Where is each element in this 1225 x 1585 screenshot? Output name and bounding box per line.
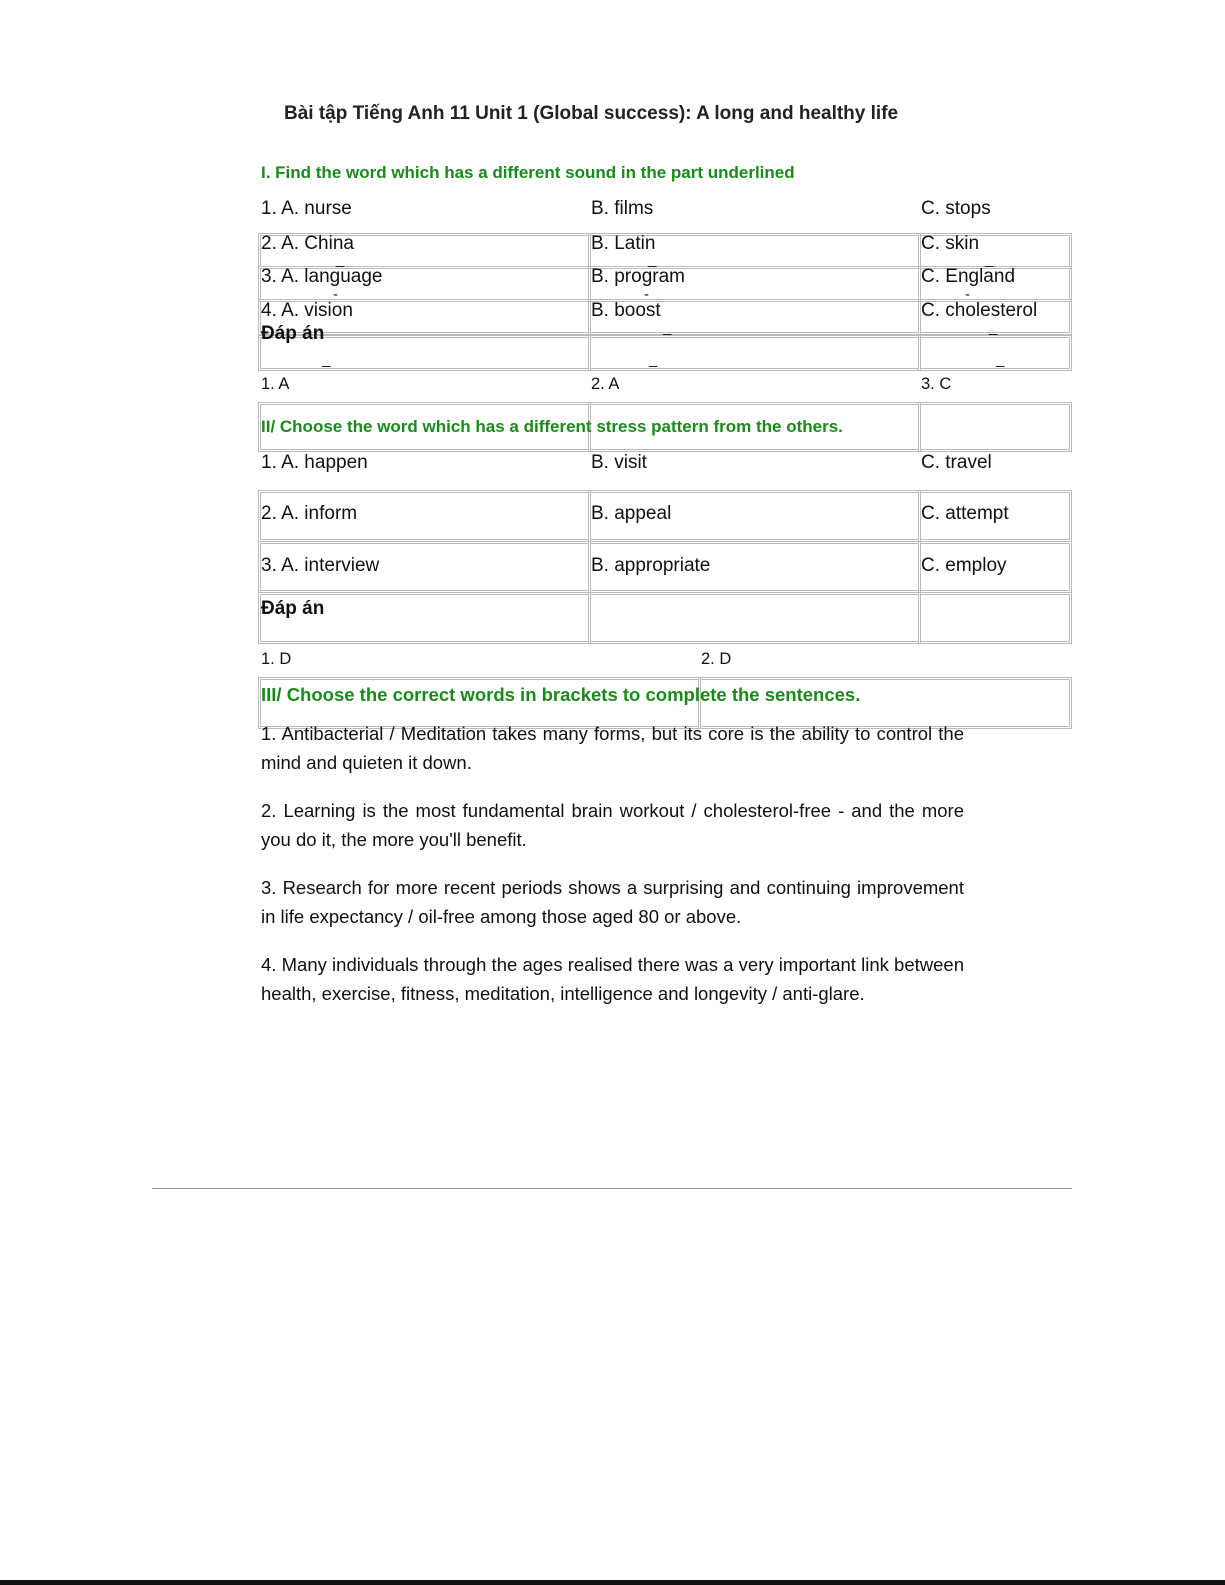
- s1-row4-b: B. boost: [591, 300, 661, 321]
- underline-mark: -: [965, 286, 970, 303]
- s1-row2-c: C. skin: [921, 233, 980, 254]
- underline-mark: _: [336, 251, 345, 268]
- s1-row4-a: 4. A. vision: [261, 300, 353, 321]
- sentence-3: 3. Research for more recent periods shows a surprising and continuing improvement in life expectancy / oil-free among those aged 80 or above.: [261, 877, 964, 927]
- section-1-heading: I. Find the word which has a different sound in the part underlined: [261, 163, 795, 182]
- sentence-2: 2. Learning is the most fundamental brain workout / cholesterol-free - and the more you do it, the more you'll benefit.: [261, 800, 964, 850]
- section-2-heading: II/ Choose the word which has a different stress pattern from the others.: [261, 417, 843, 436]
- s2-answer-1: 1. D: [261, 650, 292, 668]
- s2-row3-c: C. employ: [921, 555, 1007, 576]
- s2-row3-a: 3. A. interview: [261, 555, 380, 576]
- s1-row1-c: C. stops: [921, 198, 991, 219]
- s1-answer-2: 2. A: [591, 375, 620, 393]
- underline-mark: _: [985, 251, 994, 268]
- s1-row2-b: B. Latin: [591, 233, 656, 254]
- bottom-border: [0, 1580, 1225, 1585]
- table-cell: [588, 335, 921, 371]
- sentence-4: 4. Many individuals through the ages realised there was a very important link between health, exercise, fitness, meditation, intelligence and longevity / anti-glare.: [261, 954, 964, 1004]
- s1-row1-a: 1. A. nurse: [261, 198, 352, 219]
- s1-row2-a: 2. A. China: [261, 233, 354, 254]
- s2-row3-b: B. appropriate: [591, 555, 711, 576]
- table-cell: [918, 402, 1072, 452]
- table-cell: [588, 592, 921, 644]
- s2-row2-a: 2. A. inform: [261, 503, 358, 524]
- s1-answer-3: 3. C: [921, 375, 952, 393]
- underline-mark: _: [989, 319, 998, 336]
- s1-row4-c: C. cholesterol: [921, 300, 1038, 321]
- table-cell: [918, 335, 1072, 371]
- underline-mark: -: [644, 286, 649, 303]
- s1-row3-a: 3. A. language: [261, 266, 383, 287]
- underline-mark: _: [996, 351, 1005, 368]
- s1-row1-b: B. films: [591, 198, 654, 219]
- s1-row3-c: C. England: [921, 266, 1016, 287]
- underline-mark: _: [648, 251, 657, 268]
- page-divider: [152, 1188, 1072, 1189]
- s2-row2-b: B. appeal: [591, 503, 672, 524]
- page-title: Bài tập Tiếng Anh 11 Unit 1 (Global success): A long and healthy life: [284, 103, 899, 124]
- s1-row3-b: B. program: [591, 266, 685, 287]
- s2-answer-2: 2. D: [701, 650, 732, 668]
- s2-row2-c: C. attempt: [921, 503, 1009, 524]
- s1-answer-1: 1. A: [261, 375, 290, 393]
- underline-mark: _: [649, 351, 658, 368]
- s2-row1-b: B. visit: [591, 452, 647, 473]
- underline-mark: _: [663, 319, 672, 336]
- underline-mark: -: [333, 286, 338, 303]
- sentence-1: 1. Antibacterial / Meditation takes many forms, but its core is the ability to control the mind and quieten it down.: [261, 723, 964, 773]
- underline-mark: _: [322, 351, 331, 368]
- s2-row1-a: 1. A. happen: [261, 452, 368, 473]
- s2-answer-label: Đáp án: [261, 598, 325, 619]
- s2-row1-c: C. travel: [921, 452, 992, 473]
- s1-answer-label: Đáp án: [261, 323, 325, 344]
- table-cell: [918, 592, 1072, 644]
- section-3-heading: III/ Choose the correct words in brackets to complete the sentences.: [261, 684, 861, 705]
